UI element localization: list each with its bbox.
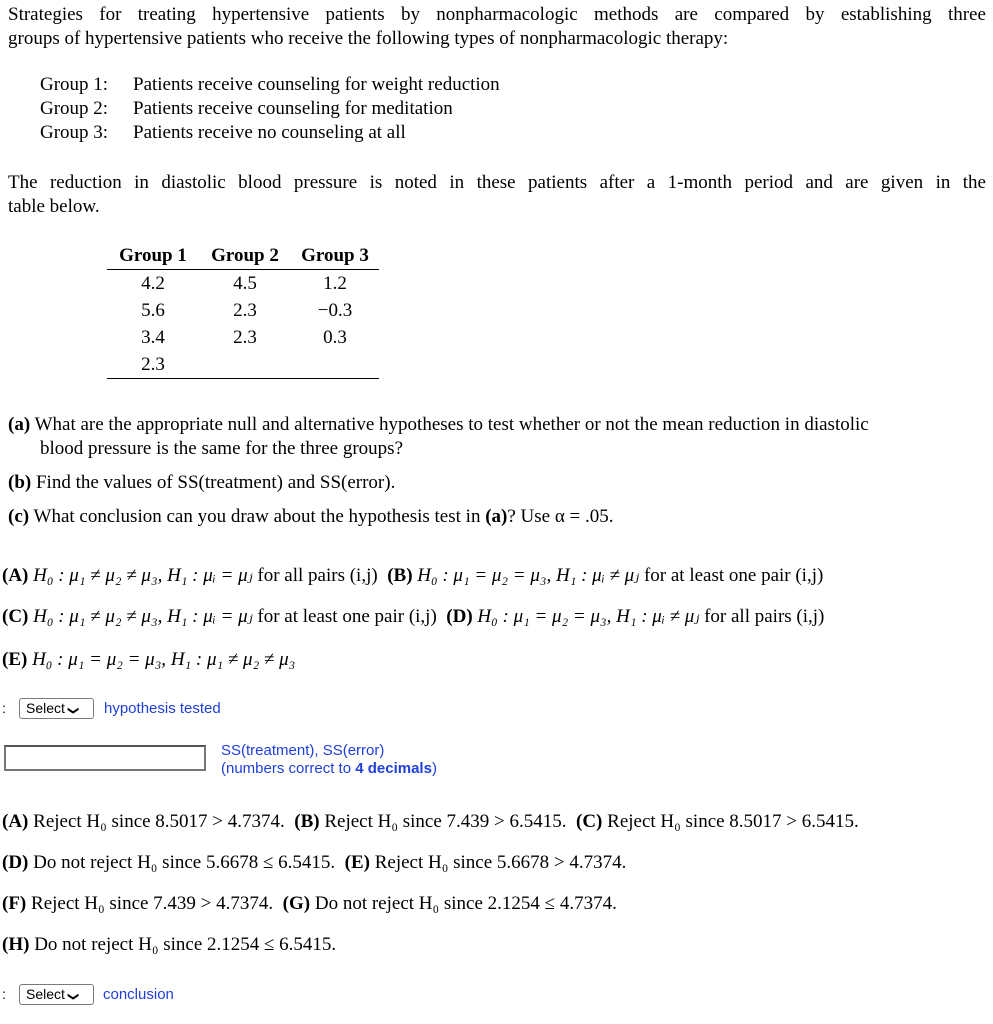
question-text: What are the appropriate null and alternative hypotheses to test whether or not the mean reduction in diastolic	[34, 414, 869, 435]
word: treating	[137, 4, 196, 25]
option-h1: H₁ : μᵢ = μⱼ	[167, 606, 253, 627]
column-header: Group 1	[107, 243, 199, 270]
option-h0: H₀ : μ₁ = μ₂ = μ₃,	[32, 649, 167, 670]
group-row-1	[0, 73, 600, 97]
option-label: (C)	[576, 811, 603, 832]
question-text: Find the values of SS(treatment) and SS(error).	[35, 472, 396, 493]
word: reduction	[49, 172, 122, 193]
table-row	[107, 351, 379, 379]
option-label: (D)	[2, 852, 29, 873]
option-h1: H₁ : μ₁ ≠ μ₂ ≠ μ₃	[170, 649, 296, 670]
word: and	[805, 172, 833, 193]
option-tail: for all pairs (i,j)	[704, 606, 825, 627]
group-description: Patients receive counseling for weight reduction	[133, 74, 500, 95]
conclusion-select[interactable]	[19, 984, 94, 1005]
option-h0: H₀ : μ₁ = μ₂ = μ₃,	[477, 606, 612, 627]
table-row	[107, 270, 379, 298]
word: establishing	[840, 4, 932, 25]
table-cell: −0.3	[317, 299, 353, 321]
reduction-line-2: table below.	[8, 196, 100, 217]
option-label: (G)	[282, 893, 311, 914]
word: diastolic	[161, 172, 226, 193]
word: patients	[325, 4, 385, 25]
question-a-cont: blood pressure is the same for the three groups?	[40, 438, 404, 459]
option-label: (C)	[2, 606, 29, 627]
word: after	[599, 172, 635, 193]
ss-hint-line-1: SS(treatment), SS(error)	[221, 742, 385, 759]
hypothesis-options-line-3	[2, 648, 295, 672]
option-text: Reject H₀ since 7.439 > 6.5415.	[324, 811, 567, 832]
group-label: Group 1:	[40, 74, 109, 95]
word: by	[805, 4, 825, 25]
word: three	[947, 4, 986, 25]
word: compared	[714, 4, 790, 25]
option-h0: H₀ : μ₁ ≠ μ₂ ≠ μ₃,	[33, 606, 163, 627]
table-cell: 5.6	[141, 299, 165, 321]
word: period	[744, 172, 794, 193]
intro-line-2: groups of hypertensive patients who receive the following types of nonpharmacologic therapy:	[8, 28, 729, 49]
group-row-3	[0, 121, 600, 145]
group-description: Patients receive no counseling at all	[133, 122, 406, 143]
word: a	[646, 172, 656, 193]
option-label: (H)	[2, 934, 30, 955]
table-cell: 4.5	[233, 272, 257, 294]
word: given	[880, 172, 924, 193]
table-header-row	[107, 243, 379, 270]
table-cell: 4.2	[141, 272, 165, 294]
question-label: (b)	[8, 472, 32, 493]
word: hypertensive	[212, 4, 310, 25]
word: the	[962, 172, 986, 193]
group-label: Group 3:	[40, 122, 109, 143]
word: for	[99, 4, 122, 25]
table-cell: 2.3	[141, 353, 165, 375]
answer-a-colon: :	[2, 700, 6, 716]
option-h0: H₀ : μ₁ = μ₂ = μ₃,	[417, 565, 552, 586]
question-text: What conclusion can you draw about the hypothesis test in	[33, 506, 481, 527]
chevron-down-icon: ❮	[67, 705, 80, 716]
ss-hint-post: )	[431, 760, 437, 777]
option-tail: for all pairs (i,j)	[257, 565, 378, 586]
word: in	[935, 172, 951, 193]
option-text: Do not reject H₀ since 2.1254 ≤ 6.5415.	[34, 934, 337, 955]
word: in	[134, 172, 149, 193]
word: in	[449, 172, 465, 193]
word: by	[400, 4, 420, 25]
ss-hint-line-2	[221, 760, 437, 778]
question-label: (a)	[8, 414, 31, 435]
table-row	[107, 324, 379, 351]
conclusion-options-line-4	[2, 933, 336, 957]
select-label: Select	[26, 986, 65, 1002]
option-text: Reject H₀ since 8.5017 > 6.5415.	[607, 811, 859, 832]
hypothesis-options-line-1	[2, 564, 823, 588]
option-text: Do not reject H₀ since 2.1254 ≤ 4.7374.	[314, 893, 617, 914]
select-label: Select	[26, 700, 65, 716]
word: pressure	[293, 172, 358, 193]
question-tail: ? Use α = .05.	[507, 506, 614, 527]
conclusion-options-line-3	[2, 892, 617, 916]
table-cell: 2.3	[233, 326, 257, 348]
option-label: (E)	[2, 649, 28, 670]
option-h0: H₀ : μ₁ ≠ μ₂ ≠ μ₃,	[33, 565, 163, 586]
hypothesis-options-line-2	[2, 605, 824, 629]
word: nonpharmacologic	[436, 4, 578, 25]
option-h1: H₁ : μᵢ ≠ μⱼ	[616, 606, 700, 627]
option-tail: for at least one pair (i,j)	[643, 565, 824, 586]
group-row-2	[0, 97, 600, 121]
table-row	[107, 297, 379, 324]
question-b	[8, 471, 395, 494]
intro-line-1	[8, 3, 986, 26]
option-tail: for at least one pair (i,j)	[257, 606, 437, 627]
option-h1: H₁ : μᵢ ≠ μⱼ	[556, 565, 640, 586]
question-c	[8, 505, 614, 528]
word: are	[674, 4, 698, 25]
column-header: Group 3	[291, 243, 379, 270]
table-cell	[199, 351, 291, 379]
conclusion-options-line-1	[2, 810, 859, 834]
word: patients	[528, 172, 588, 193]
word: are	[845, 172, 869, 193]
hypothesis-select[interactable]	[19, 698, 94, 719]
conclusion-options-line-2	[2, 851, 626, 875]
ss-hint-bold: 4 decimals	[355, 760, 432, 777]
option-label: (F)	[2, 893, 27, 914]
word: noted	[394, 172, 437, 193]
word: blood	[238, 172, 282, 193]
ss-hint	[221, 742, 437, 778]
option-label: (A)	[2, 811, 29, 832]
option-text: Reject H₀ since 8.5017 > 4.7374.	[33, 811, 285, 832]
option-label: (B)	[387, 565, 413, 586]
option-label: (E)	[344, 852, 370, 873]
option-text: Do not reject H₀ since 5.6678 ≤ 6.5415.	[33, 852, 336, 873]
word: these	[476, 172, 516, 193]
question-label: (c)	[8, 506, 30, 527]
ss-hint-pre: (numbers correct to	[221, 760, 356, 777]
chevron-down-icon: ❮	[67, 991, 80, 1002]
conclusion-hint: conclusion	[103, 986, 174, 1003]
table-cell: 3.4	[141, 326, 165, 348]
option-text: Reject H₀ since 7.439 > 4.7374.	[31, 893, 274, 914]
question-a	[8, 413, 869, 436]
reduction-line-1	[8, 171, 986, 194]
word: Strategies	[8, 4, 83, 25]
word: is	[369, 172, 383, 193]
option-label: (A)	[2, 565, 29, 586]
data-table	[107, 243, 379, 379]
table-cell: 2.3	[233, 299, 257, 321]
word: 1-month	[667, 172, 733, 193]
option-h1: H₁ : μᵢ = μⱼ	[167, 565, 253, 586]
group-label: Group 2:	[40, 98, 109, 119]
word: The	[8, 172, 38, 193]
question-reference: (a)	[485, 506, 508, 527]
option-label: (B)	[294, 811, 320, 832]
table-cell: 0.3	[323, 326, 347, 348]
option-text: Reject H₀ since 5.6678 > 4.7374.	[374, 852, 627, 873]
word: methods	[594, 4, 659, 25]
hypothesis-hint: hypothesis tested	[104, 700, 221, 717]
group-description: Patients receive counseling for meditation	[133, 98, 453, 119]
table-cell	[291, 351, 379, 379]
option-label: (D)	[446, 606, 473, 627]
table-cell: 1.2	[323, 272, 347, 294]
ss-answer-input[interactable]	[4, 745, 206, 771]
answer-c-colon: :	[2, 986, 6, 1002]
column-header: Group 2	[199, 243, 291, 270]
